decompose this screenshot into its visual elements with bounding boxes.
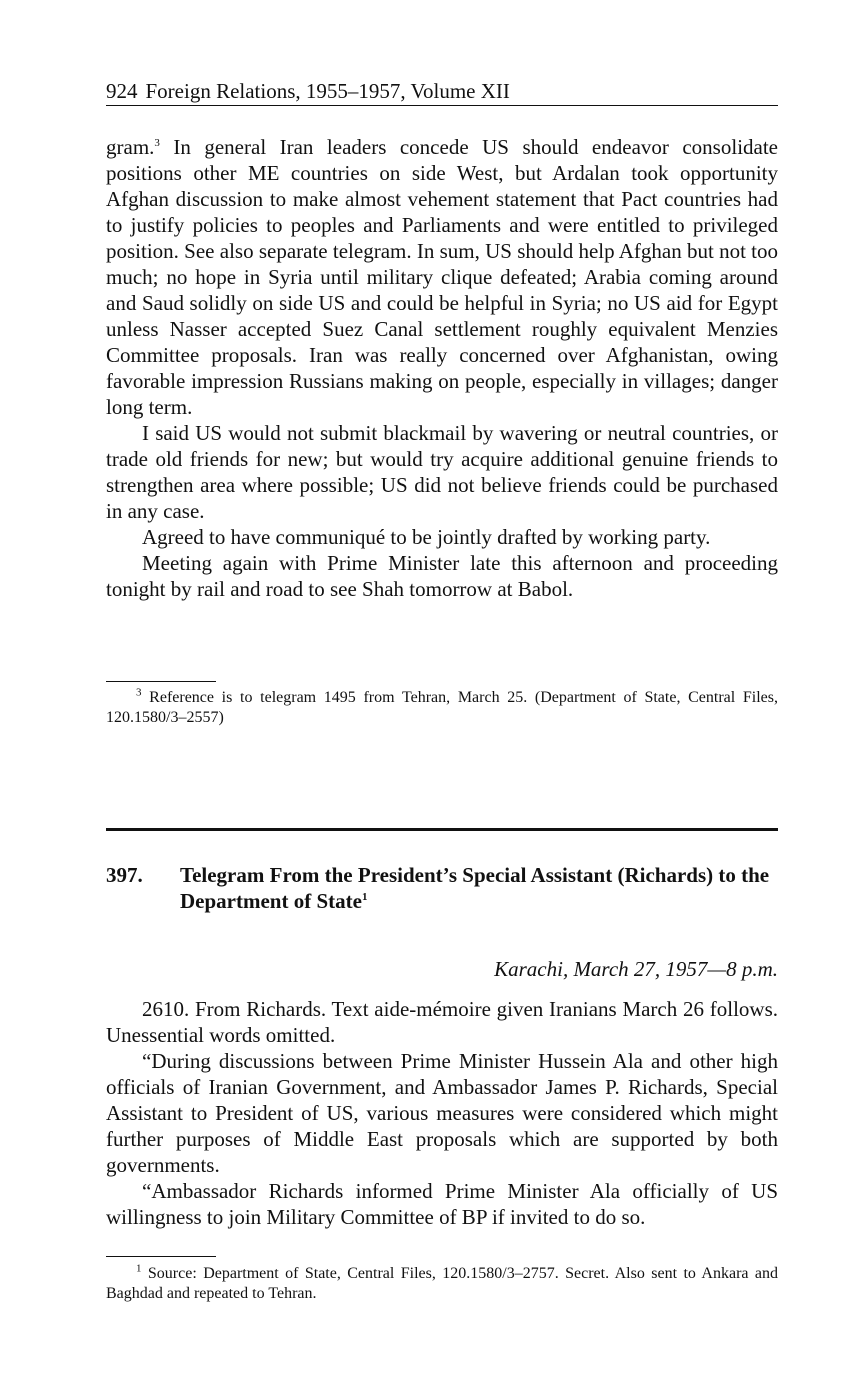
paragraph-rest: In general Iran leaders concede US should endeavor consolidate positions other ME countries on side West, but Ardalan took opportunity Afghan discussion to make almost vehement statement that Pact countries had to justify policies to peoples and Parliaments and were entitled to privileged position. See also separate telegram. In sum, US should help Afghan but not too much; no hope in Syria until military clique defeated; Arabia coming around and Saud solidly on side US and could be helpful in Syria; no US aid for Egypt unless Nasser accepted Suez Canal settlement roughly equivalent Menzies Committee proposals. Iran was really concerned over Afghanistan, owing favorable impression Russians making on people, especially in villages; danger long term. <box>106 135 778 419</box>
footnote-3 <box>106 688 778 728</box>
footnote-marker: 1 <box>136 1262 142 1275</box>
paragraph: Agreed to have communiqué to be jointly drafted by working party. <box>142 525 711 549</box>
paragraph-start: gram. <box>106 135 155 159</box>
footnote-1 <box>106 1264 778 1304</box>
footnote-ref-1[interactable]: 1 <box>361 891 368 903</box>
document-title-text: Telegram From the President’s Special Assistant (Richards) to the Department of State <box>180 863 770 913</box>
document-body <box>106 996 778 1230</box>
document-title <box>180 862 778 914</box>
document-number: 397. <box>106 863 143 887</box>
paragraph: 2610. From Richards. Text aide-mémoire given Iranians March 26 follows. Unessential words omitted. <box>106 997 778 1047</box>
footnote-rule <box>106 681 216 682</box>
footnote-marker: 3 <box>136 686 142 699</box>
footnote-ref-3[interactable]: 3 <box>154 137 160 149</box>
running-title: Foreign Relations, 1955–1957, Volume XII <box>145 79 510 103</box>
continued-text <box>106 134 778 602</box>
paragraph: “Ambassador Richards informed Prime Minister Ala officially of US willingness to join Military Committee of BP if invited to do so. <box>106 1179 778 1229</box>
running-header <box>106 78 778 106</box>
paragraph: Meeting again with Prime Minister late this afternoon and proceeding tonight by rail and road to see Shah tomorrow at Babol. <box>106 551 778 601</box>
paragraph: I said US would not submit blackmail by wavering or neutral countries, or trade old friends for new; but would try acquire additional genuine friends to strengthen area where possible; US did not believe friends could be purchased in any case. <box>106 421 778 523</box>
document-separator <box>106 828 778 831</box>
footnote-text: Reference is to telegram 1495 from Tehran, March 25. (Department of State, Central Files, 120.1580/3–2557) <box>106 689 778 726</box>
footnote-rule <box>106 1256 216 1257</box>
paragraph: “During discussions between Prime Minister Hussein Ala and other high officials of Iranian Government, and Ambassador James P. Richards, Special Assistant to President of US, various measures were considered which might further purposes of Middle East proposals which are supported by both governments. <box>106 1049 778 1177</box>
page-number: 924 <box>106 79 138 103</box>
paragraph <box>106 134 778 420</box>
dateline: Karachi, March 27, 1957—8 p.m. <box>494 957 778 981</box>
footnote-text: Source: Department of State, Central Files, 120.1580/3–2757. Secret. Also sent to Ankara and Baghdad and repeated to Tehran. <box>106 1265 778 1302</box>
